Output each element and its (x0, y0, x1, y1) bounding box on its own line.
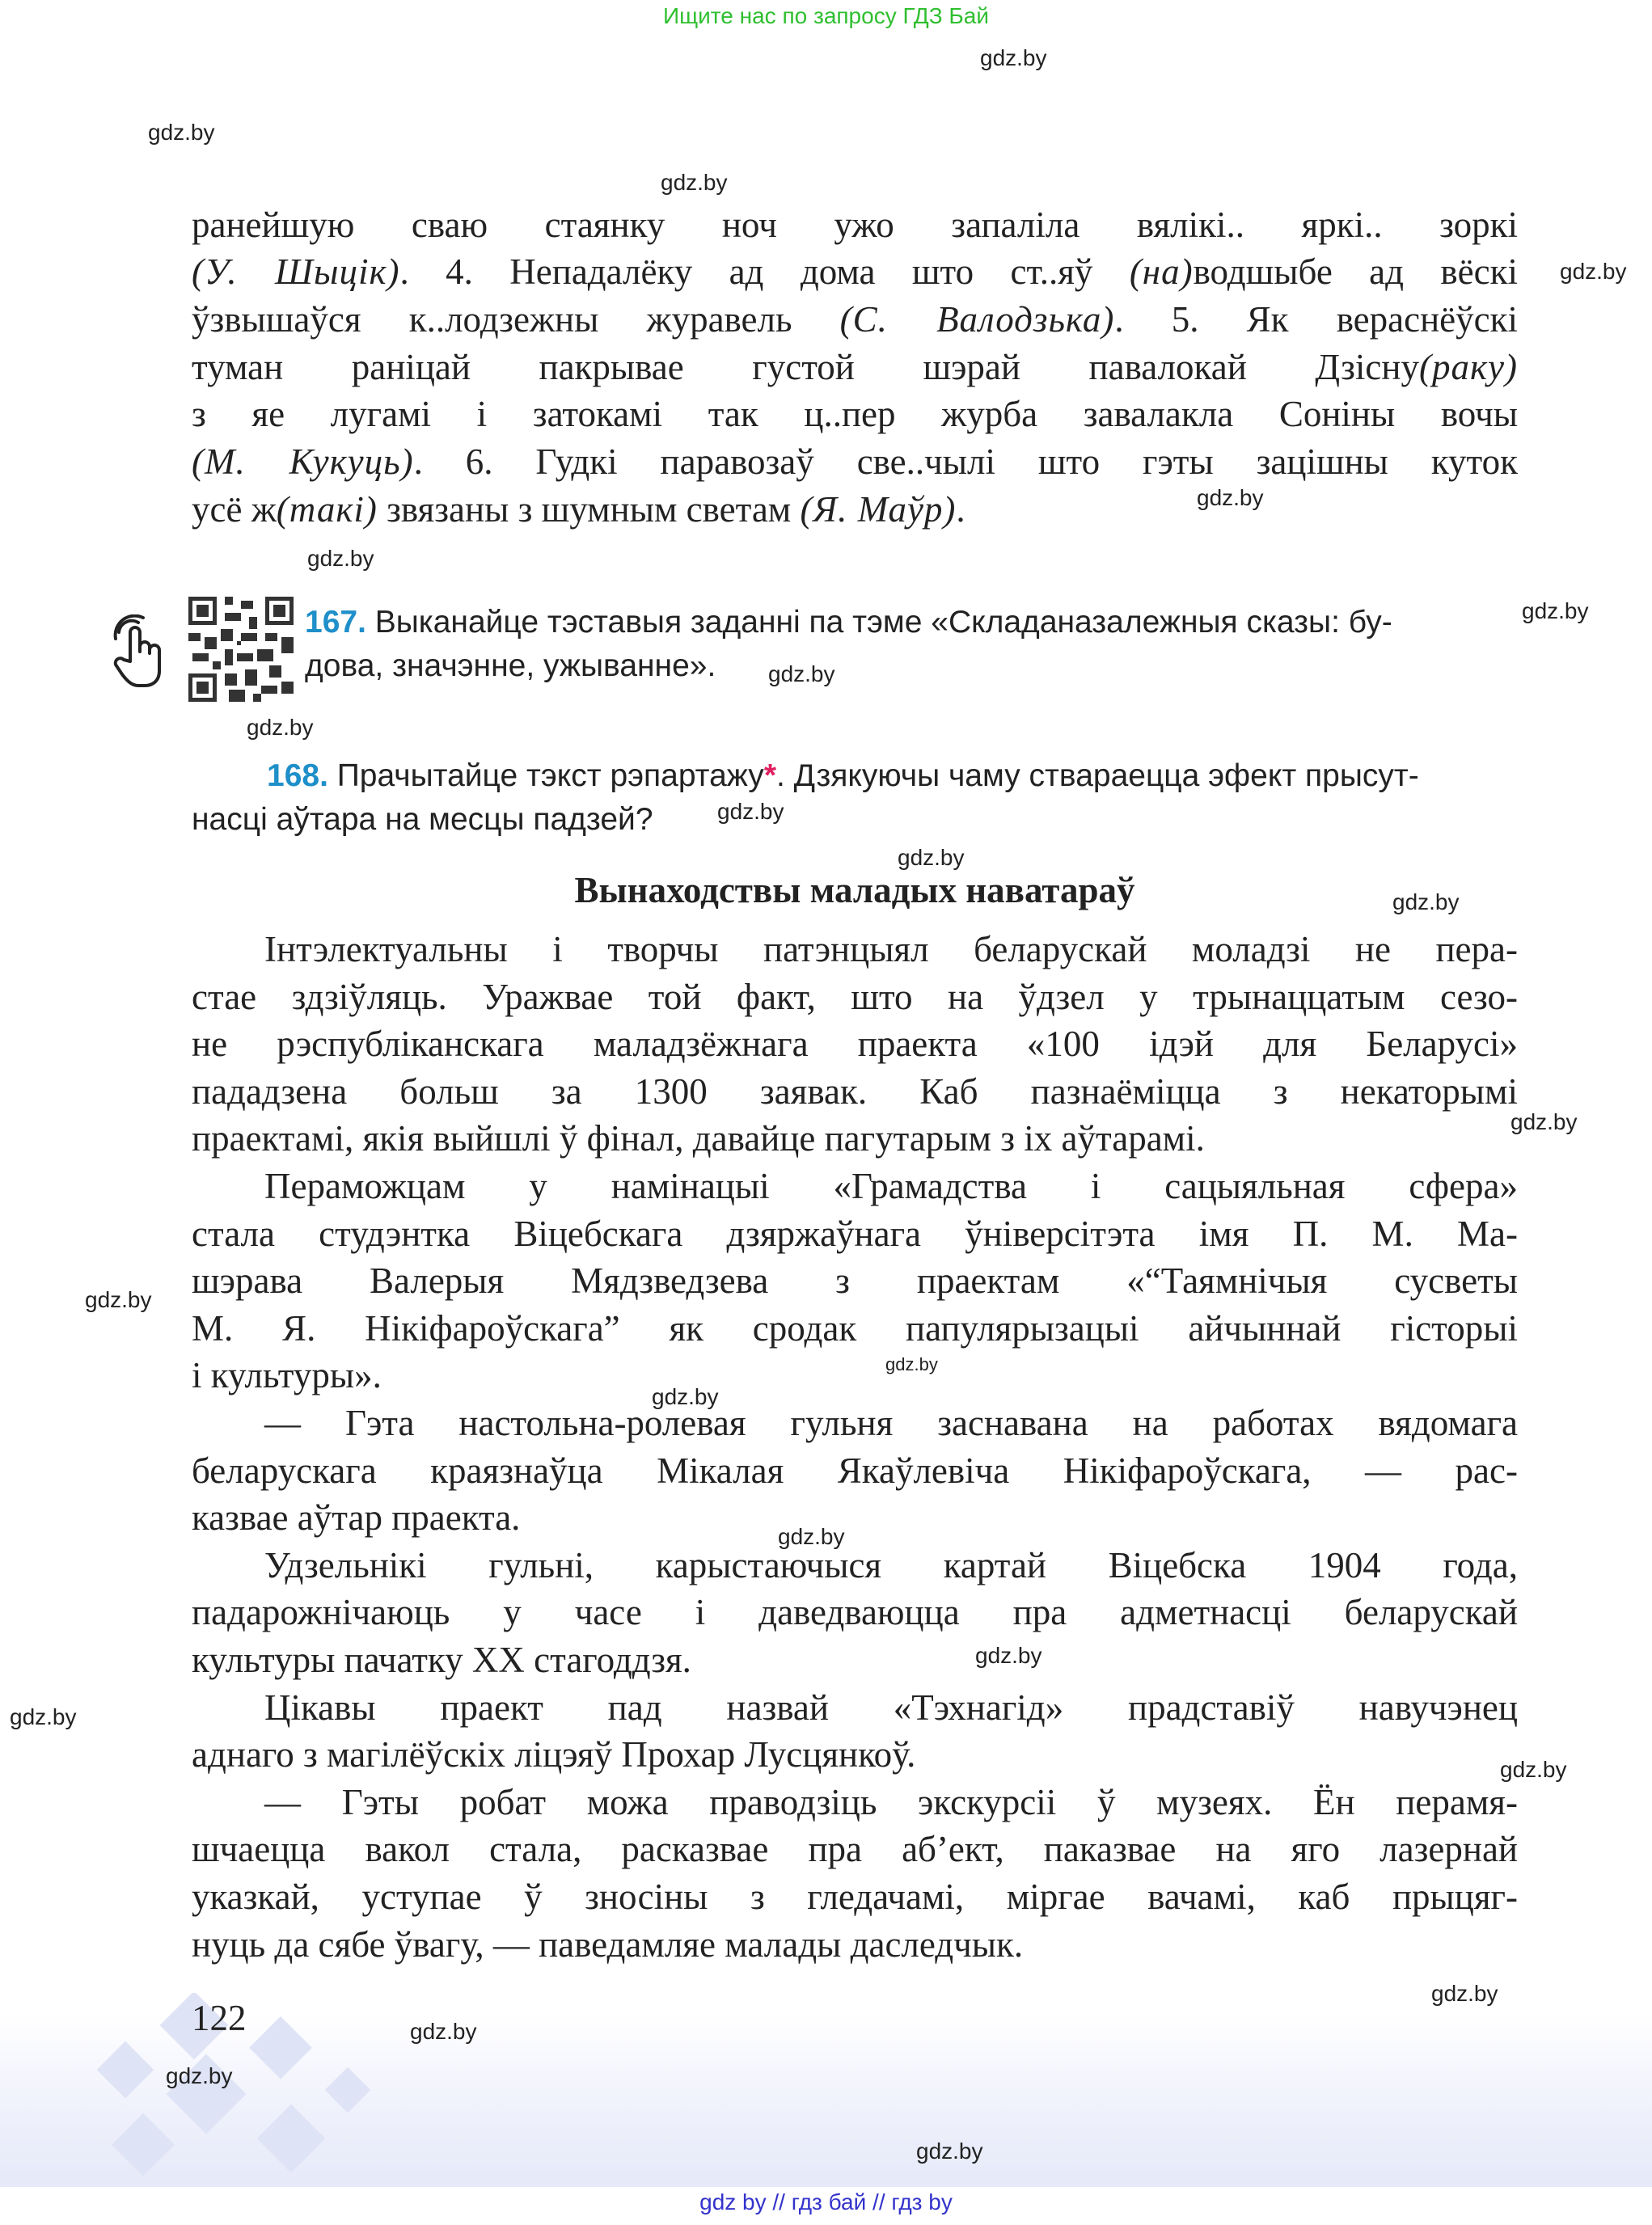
watermark: gdz.by (247, 715, 314, 740)
article-line: нуць да сябе ўвагу, — паведамляе малады даследчык. (192, 1924, 1024, 1965)
watermark: gdz.by (916, 2138, 983, 2164)
watermark: gdz.by (717, 799, 784, 824)
article-line: Пераможцам у намінацыі «Грамадства і сацыяльная сфера» (264, 1166, 1518, 1206)
watermark: gdz.by (768, 661, 835, 686)
watermark: gdz.by (166, 2063, 233, 2088)
article-line: падарожнічаюць у часе і даведваюцца пра адметнасці беларускай (192, 1592, 1518, 1632)
article-line: Інтэлектуальны і творчы патэнцыял беларускай моладзі не пера- (264, 929, 1518, 969)
article-line: праектамі, якія выйшлі ў фінал, давайце пагутарым з іх аўтарамі. (192, 1118, 1205, 1159)
exercise-number: 167. (305, 605, 366, 640)
article-line: Цікавы праект пад назвай «Тэхнагід» прадставіў навучэнец (264, 1687, 1518, 1728)
article-line: не рэспубліканскага маладзёжнага праекта «100 ідэй для Беларусі» (192, 1024, 1518, 1064)
text-run: . (956, 489, 965, 530)
watermark: gdz.by (307, 546, 374, 571)
text-line (192, 201, 1518, 248)
watermark: gdz.by (85, 1287, 152, 1312)
watermark: gdz.by (1500, 1757, 1567, 1782)
text-run: усё ж (192, 489, 277, 530)
watermark: gdz.by (1197, 485, 1264, 510)
article-title: Вынаходствы маладых наватараў (574, 870, 1135, 910)
exercise-168-line-1 (267, 753, 1419, 800)
watermark: gdz.by (410, 2019, 477, 2044)
citation-italic: (Я. Маўр) (800, 489, 957, 530)
watermark: gdz.by (1522, 598, 1589, 623)
article-line: пададзена больш за 1300 заявак. Каб пазнаёміцца з некаторымі (192, 1071, 1518, 1112)
watermark: gdz.by (885, 1354, 938, 1374)
text-run: ранейшую сваю стаянку ноч ужо запаліла вялікі.. яркі.. зоркі (192, 205, 1518, 245)
watermark: gdz.by (1392, 889, 1460, 914)
article-line: беларускага краязнаўца Мікалая Якаўлевіча Нікіфароўскага, — рас- (192, 1450, 1518, 1491)
article-line: М. Я. Нікіфароўскага” як сродак папулярызацыі айчыннай гісторыі (192, 1308, 1518, 1349)
exercise-text: Прачытайце тэкст рэпартажу (336, 758, 764, 793)
article-line: Удзельнікі гульні, карыстаючыся картай Віцебска 1904 года, (264, 1545, 1518, 1585)
text-line (192, 248, 1518, 295)
citation-italic: (на) (1129, 251, 1194, 292)
footer-links[interactable]: gdz by // гдз бай // гдз by (699, 2189, 953, 2214)
exercise-167-line-1 (305, 599, 1392, 646)
watermark: gdz.by (980, 45, 1047, 70)
article-line: казвае аўтар праекта. (192, 1497, 521, 1538)
article-line: — Гэта настольна-ролевая гульня заснавана на работах вядомага (264, 1403, 1518, 1443)
watermark: gdz.by (652, 1384, 719, 1409)
article-line: аднаго з магілёўскіх ліцэяў Прохар Лусцянкоў. (192, 1734, 916, 1775)
exercise-text: дова, значэнне, ужыванне». (305, 648, 716, 683)
article-line: стала студэнтка Віцебскага дзяржаўнага ўніверсітэта імя П. М. Ма- (192, 1214, 1518, 1254)
citation-italic: (М. Кукуць) (192, 441, 414, 482)
article-line: шэрава Валерыя Мядзведзева з праектам «“Таямнічыя сусветы (192, 1260, 1518, 1301)
text-run: . 6. Гудкі паравозаў све..чылі што гэты зацішны куток (413, 441, 1518, 482)
exercise-167-line-2 (305, 643, 716, 690)
article-line: указкай, уступае ў зносіны з гледачамі, міргае вачамі, каб прыцяг- (192, 1877, 1518, 1917)
article-line: стае здзіўляць. Уражвае той факт, што на ўдзел у трынаццатым сезо- (192, 977, 1518, 1017)
citation-italic: (С. Валодзька) (839, 299, 1115, 340)
citation-italic: (такі) (276, 489, 378, 530)
watermark: gdz.by (975, 1643, 1042, 1668)
exercise-text: насці аўтара на месцы падзей? (192, 802, 653, 837)
text-run: туман раніцай пакрывае густой шэрай павалокай Дзісну (192, 347, 1419, 387)
qr-code-icon[interactable] (188, 597, 294, 702)
exercise-text: Выканайце тэставыя заданні па тэме «Складаназалежныя сказы: бу- (374, 605, 1392, 640)
article-line: культуры пачатку XX стагоддзя. (192, 1640, 691, 1680)
text-run: . 4. Непадалёку ад дома што ст..яў (399, 251, 1130, 292)
watermark: gdz.by (1510, 1109, 1578, 1134)
article-line: шчаецца вакол стала, расказвае пра аб’ект, паказвае на яго лазернай (192, 1829, 1518, 1869)
touch-hand-icon (111, 614, 167, 689)
text-run: водшыбе ад вёскі (1193, 251, 1518, 292)
text-line (192, 296, 1518, 343)
citation-italic: (У. Шыцік) (192, 251, 400, 292)
watermark: gdz.by (778, 1524, 845, 1549)
article-line: і культуры». (192, 1355, 382, 1395)
text-line (192, 344, 1518, 391)
footnote-star: * (763, 758, 776, 793)
exercise-text: . Дзякуючы чаму ствараецца эфект прысут- (776, 758, 1419, 793)
watermark: gdz.by (148, 120, 215, 145)
exercise-number: 168. (267, 758, 328, 793)
citation-italic: (раку) (1419, 347, 1518, 387)
watermark: gdz.by (10, 1704, 77, 1729)
exercise-168-line-2 (192, 796, 653, 843)
article-line: — Гэты робат можа праводзіць экскурсіі ў музеях. Ён перамя- (264, 1782, 1518, 1822)
watermark: gdz.by (661, 170, 728, 195)
text-line (192, 438, 1518, 485)
watermark: gdz.by (898, 845, 965, 870)
text-run: . 5. Як вераснёўскі (1114, 299, 1518, 340)
watermark: gdz.by (1431, 1981, 1498, 2006)
text-run: з яе лугамі і затокамі так ц..пер журба завалакла Соніны вочы (192, 394, 1518, 434)
text-run: ўзвышаўся к..лодзежны журавель (192, 299, 840, 340)
text-run: звязаны з шумным светам (377, 489, 801, 530)
text-line (192, 391, 1518, 437)
page-number: 122 (192, 1998, 247, 2038)
top-banner-link[interactable]: Ищите нас по запросу ГДЗ Бай (662, 3, 990, 28)
watermark: gdz.by (1560, 259, 1627, 284)
text-line (192, 486, 1324, 533)
